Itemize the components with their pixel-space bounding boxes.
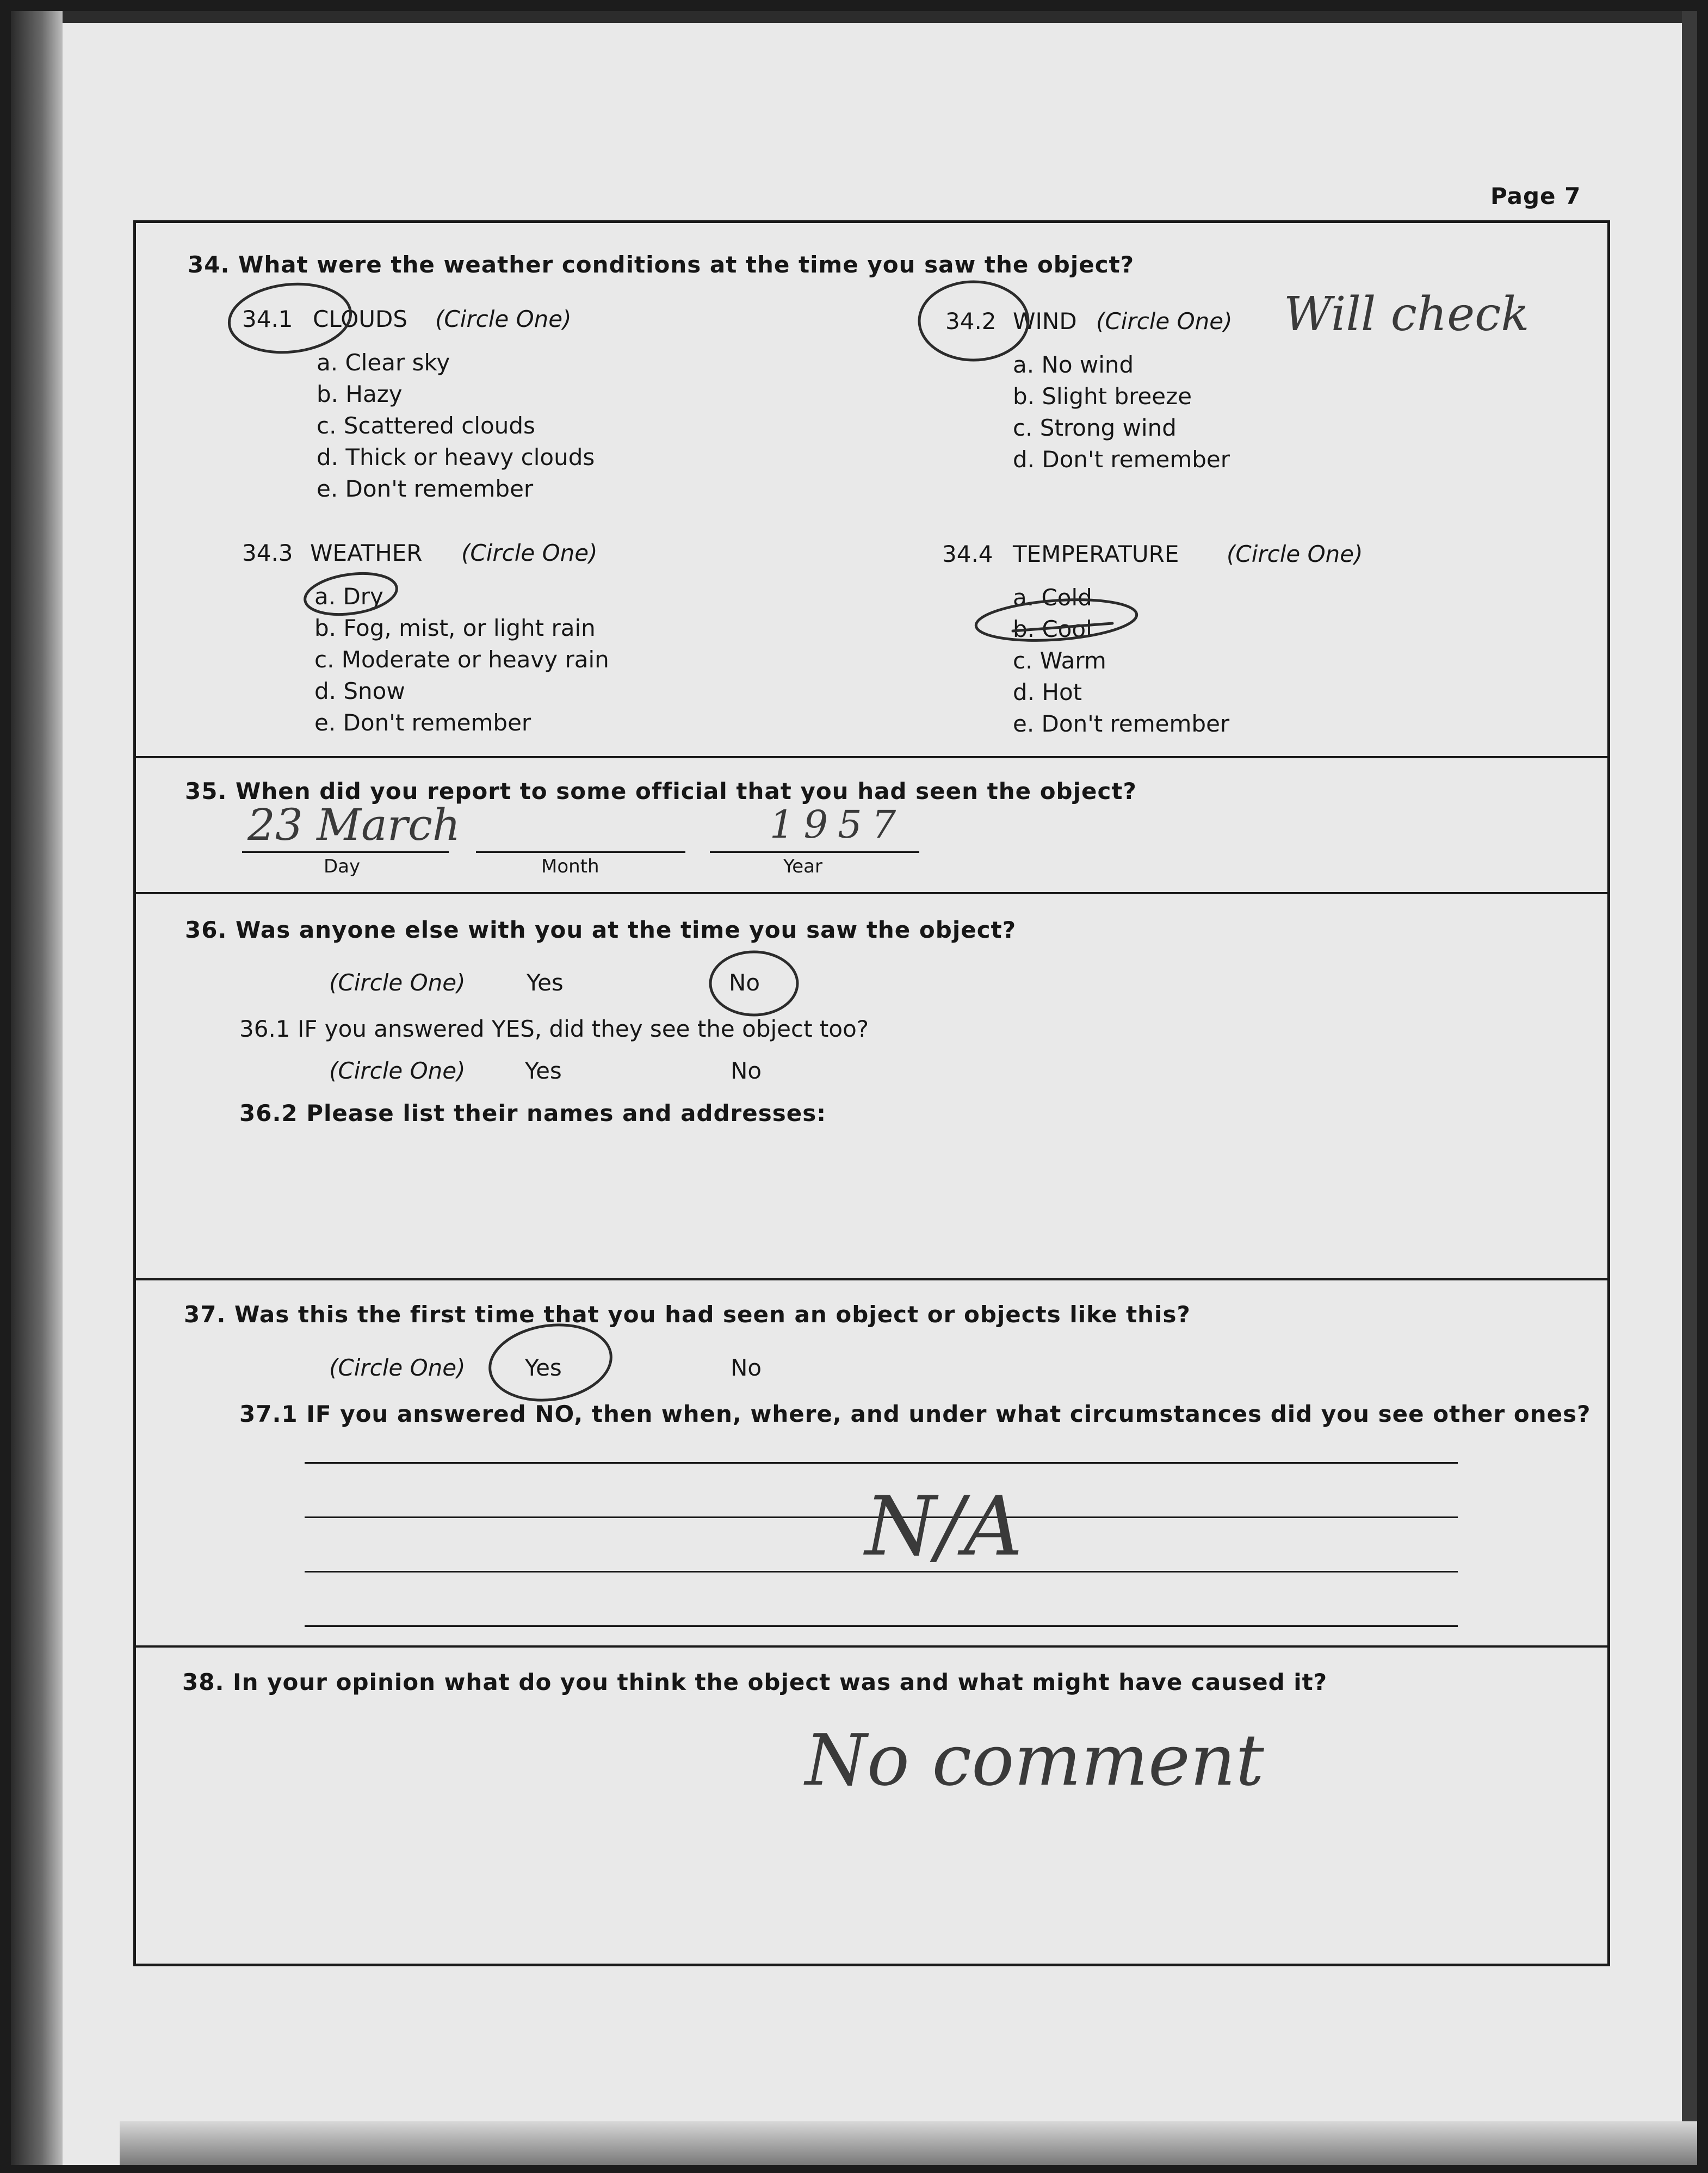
clouds-option-b[interactable]: b. Hazy <box>317 381 403 407</box>
wind-option-c[interactable]: c. Strong wind <box>1013 414 1177 441</box>
weather-number: 34.3 <box>242 540 293 566</box>
q36-1-instruction: (Circle One) <box>329 1057 466 1084</box>
weather-option-b[interactable]: b. Fog, mist, or light rain <box>314 615 596 641</box>
weather-title: WEATHER <box>310 540 423 566</box>
temperature-number: 34.4 <box>942 541 993 567</box>
question-38: 38. In your opinion what do you think the object was and what might have caused it? <box>182 1669 1328 1695</box>
clouds-instruction: (Circle One) <box>435 306 572 332</box>
circle-weather-dry <box>302 568 399 620</box>
q37-no-option[interactable]: No <box>731 1354 762 1381</box>
question-36-2: 36.2 Please list their names and addresses: <box>239 1100 827 1126</box>
wind-option-a[interactable]: a. No wind <box>1013 351 1134 378</box>
question-35: 35. When did you report to some official that you had seen the object? <box>185 778 1137 804</box>
question-37: 37. Was this the first time that you had seen an object or objects like this? <box>184 1301 1191 1328</box>
temperature-option-a[interactable]: a. Cold <box>1013 584 1092 611</box>
wind-title: WIND <box>1013 308 1077 335</box>
year-label: Year <box>783 856 822 877</box>
strike-temperature-cool <box>1013 623 1112 631</box>
circle-clouds-number <box>226 278 354 358</box>
question-36-1: 36.1 IF you answered YES, did they see the object too? <box>239 1016 869 1042</box>
q36-instruction: (Circle One) <box>329 969 466 996</box>
report-year-answer: 1957 <box>770 802 906 847</box>
weather-option-d[interactable]: d. Snow <box>314 678 405 704</box>
wind-instruction: (Circle One) <box>1096 308 1233 335</box>
temperature-title: TEMPERATURE <box>1013 541 1179 567</box>
circle-q36-no <box>710 952 797 1015</box>
clouds-option-a[interactable]: a. Clear sky <box>317 349 450 376</box>
question-37-1: 37.1 IF you answered NO, then when, where, and under what circumstances did you see other ones? <box>239 1401 1591 1427</box>
weather-option-e[interactable]: e. Don't remember <box>314 709 531 736</box>
clouds-option-c[interactable]: c. Scattered clouds <box>317 412 535 439</box>
q37-yes-option[interactable]: Yes <box>525 1354 562 1381</box>
circle-q37-yes <box>485 1317 616 1408</box>
question-36: 36. Was anyone else with you at the time you saw the object? <box>185 917 1017 943</box>
q36-yes-option[interactable]: Yes <box>527 969 564 996</box>
q36-1-yes-option[interactable]: Yes <box>525 1057 562 1084</box>
wind-option-d[interactable]: d. Don't remember <box>1013 446 1230 473</box>
q36-no-option[interactable]: No <box>729 969 760 996</box>
q38-handwritten-answer: No comment <box>805 1719 1264 1801</box>
page-number: Page 7 <box>1490 183 1581 209</box>
wind-option-b[interactable]: b. Slight breeze <box>1013 383 1192 410</box>
report-day-month-answer: 23 March <box>247 800 461 850</box>
clouds-option-e[interactable]: e. Don't remember <box>317 475 534 502</box>
q37-instruction: (Circle One) <box>329 1354 466 1381</box>
clouds-number: 34.1 <box>242 306 293 332</box>
temperature-instruction: (Circle One) <box>1227 541 1363 567</box>
circle-wind-number <box>919 282 1028 360</box>
clouds-title: CLOUDS <box>313 306 408 332</box>
clouds-option-d[interactable]: d. Thick or heavy clouds <box>317 444 595 470</box>
wind-handwritten-note: Will check <box>1284 287 1530 342</box>
q36-1-no-option[interactable]: No <box>731 1057 762 1084</box>
weather-option-c[interactable]: c. Moderate or heavy rain <box>314 646 609 673</box>
temperature-option-e[interactable]: e. Don't remember <box>1013 710 1230 737</box>
question-34: 34. What were the weather conditions at the time you saw the object? <box>188 251 1135 278</box>
month-label: Month <box>541 856 599 877</box>
wind-number: 34.2 <box>945 308 997 335</box>
weather-instruction: (Circle One) <box>461 540 598 566</box>
circle-temperature-cool <box>975 595 1138 645</box>
temperature-option-c[interactable]: c. Warm <box>1013 647 1106 674</box>
temperature-option-d[interactable]: d. Hot <box>1013 679 1082 705</box>
day-label: Day <box>324 856 361 877</box>
q37-handwritten-na: N/A <box>865 1479 1023 1574</box>
weather-option-a[interactable]: a. Dry <box>314 583 383 610</box>
temperature-option-b[interactable]: b. Cool <box>1013 616 1092 642</box>
